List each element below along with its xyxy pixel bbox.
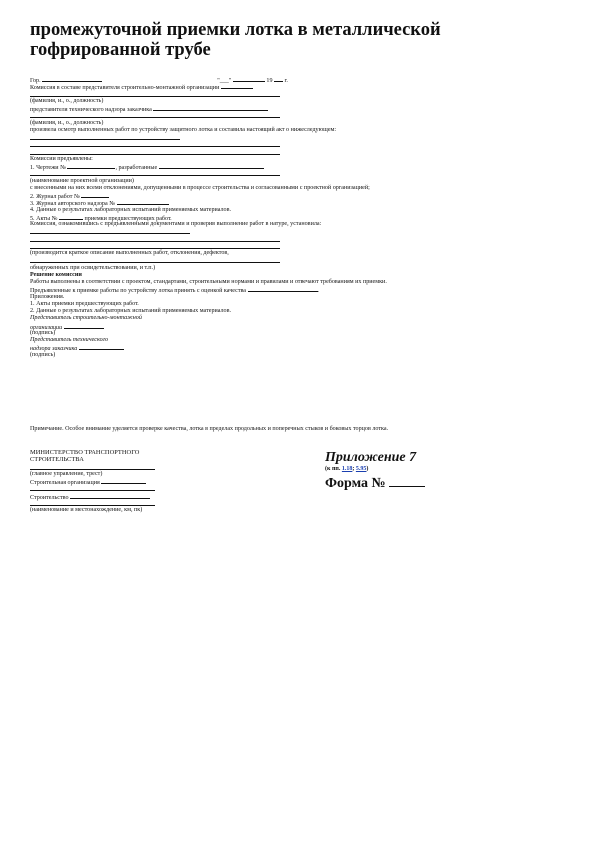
appendix-block xyxy=(325,450,565,492)
decision-header: Решение комиссии xyxy=(30,271,82,278)
city-date-line: Гор. "___" 19 г. xyxy=(30,78,288,84)
date-blank xyxy=(233,76,265,82)
form-number: Форма № xyxy=(325,474,565,492)
ministry-header: МИНИСТЕРСТВО ТРАНСПОРТНОГО СТРОИТЕЛЬСТВА (главное управление, трест) Строительная организация Строительство (наименование и местонахождение, км, пк) xyxy=(30,449,230,514)
document-title xyxy=(30,20,570,60)
note-text: Примечание. Особое внимание уделяется проверке качества, лотка в пределах продольных и поперечных стыков и боковых торцов лотка. xyxy=(30,426,389,432)
appendix-title: Приложение 7 xyxy=(325,450,417,465)
ref-link-5-95[interactable]: 5.95 xyxy=(355,466,367,472)
commission-builder-text: Комиссия в составе представителя строительно-монтажной организации xyxy=(30,85,220,92)
title-line-1: промежуточной приемки лотка в металлической xyxy=(30,20,441,40)
title-line-2: гофрированной трубе xyxy=(30,40,211,60)
city-blank xyxy=(42,76,102,82)
appendix-reference: (к пп. 1.18; 5.95) xyxy=(325,466,369,472)
form-number-blank xyxy=(389,474,425,487)
ref-link-1-18[interactable]: 1.18 xyxy=(341,466,353,472)
act-form: Гор. "___" 19 г. Комиссия в составе представителя строительно-монтажной организации (фамилия, и., о., должность) представителя технического надзора заказчика (фамилия, и., о., должность) произвела осмотр выполненных работ по устройству защитного лотка и составила настоящий акт о нижеследующем: Комиссии предъявлены: 1. Чертежи № , разработанные (наименование проектной организации) с внесенными на них всеми отклонениями, допущенными в процессе строительства и согласованными с проектной организацией; 2. Журнал работ № 3. Журнал авторского надзора № 4. Данные о результатах лабораторных испытаний применяемых материалов. 5. Акты № приемки предшествующих работ. Комиссия, ознакомившись с предъявленными документами и проверив выполнение работ в натуре, установила: (производится краткое описание выполненных работ, отклонения, дефектов, обнаруженных при освидетельствовании, и т.п.) Решение комиссии Работы выполнены в соответствии с проектом, стандартами, строительными нормами и правилами и отвечают требованиям их приемки. Предъявленные к приемке работы по устройству лотка принять с оценкой качества . Приложения. 1. Акты приемки предшествующих работ. 2. Данные о результатах лабораторных испытаний применяемых материалов. Представитель строительно-монтажной организации (подпись) Представитель технического надзора заказчика (подпись) xyxy=(30,76,575,359)
